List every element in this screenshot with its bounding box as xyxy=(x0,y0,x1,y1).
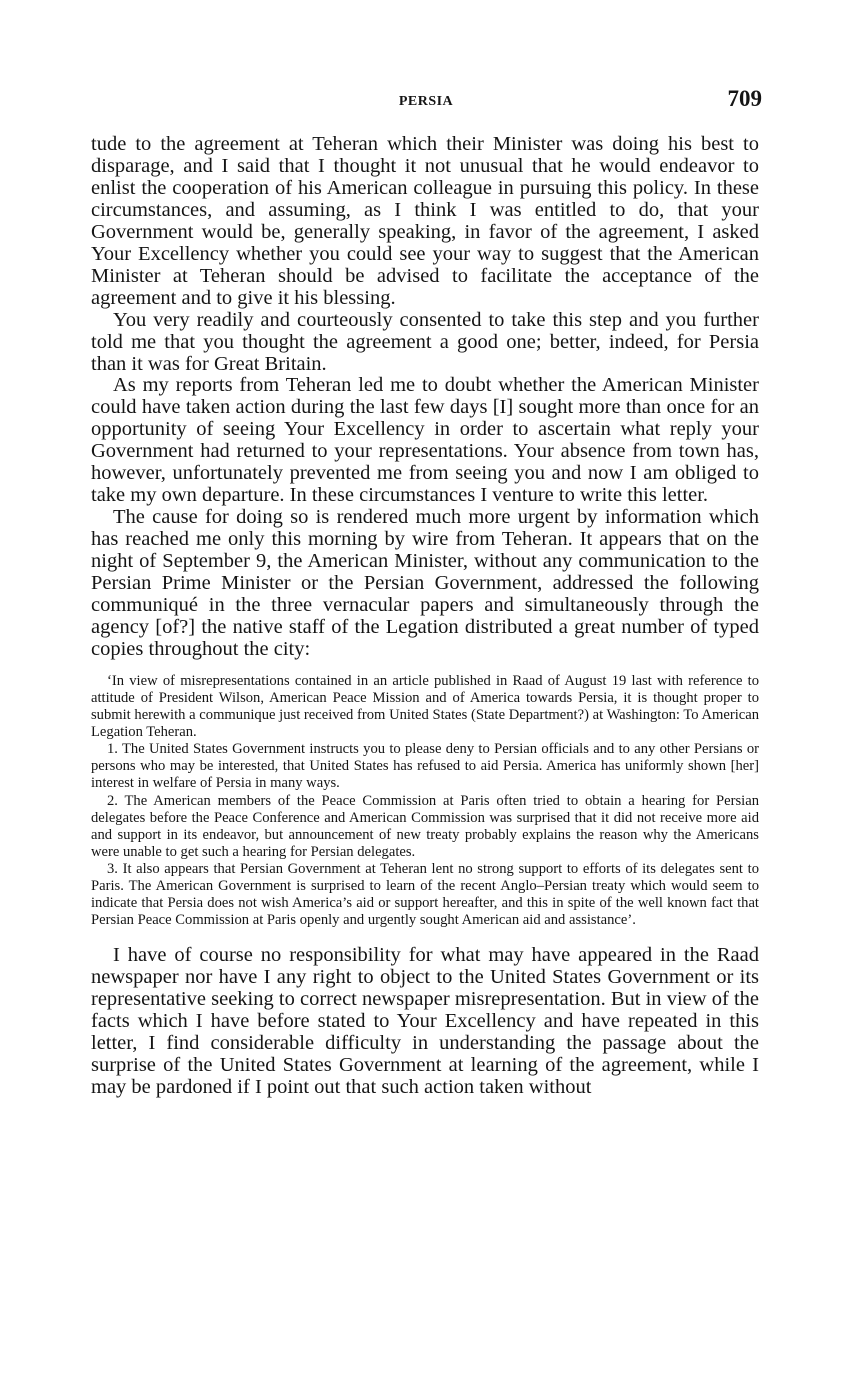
paragraph-continuation: tude to the agreement at Teheran which their Minister was doing his best to disparage, and I said that I thought it not unusual that he would endeavor to enlist the cooperation of his American colleague in pursuing this policy. In these circumstances, and assuming, as I think I was entitled to do, that your Government would be, generally speaking, in favor of the agreement, I asked Your Excellency whether you could see your way to suggest that the American Minister at Teheran should be advised to facilitate the acceptance of the agreement and to give it his blessing. xyxy=(91,133,759,309)
page-header xyxy=(90,86,762,116)
paragraph: The cause for doing so is rendered much more urgent by information which has reached me only this morning by wire from Teheran. It appears that on the night of September 9, the American Minister, without any communication to the Persian Prime Minister or the Persian Government, addressed the following communiqué in the three vernacular papers and simultaneously through the agency [of?] the native staff of the Legation distributed a great number of typed copies throughout the city: xyxy=(91,506,759,660)
running-head: PERSIA xyxy=(398,94,454,109)
document-body xyxy=(91,134,759,1099)
quote-item: 1. The United States Government instructs you to please deny to Persian officials and to any other Persians or persons who may be interested, that United States has refused to aid Persia. America has uniformly shown [her] interest in welfare of Persia in many ways. xyxy=(91,741,759,792)
quote-paragraph: ‘In view of misrepresentations contained in an article published in Raad of August 19 last with reference to attitude of President Wilson, American Peace Mission and of America towards Persia, it is thought proper to submit herewith a communique just received from United States (State Department?) at Washington: To American Legation Teheran. xyxy=(91,672,759,741)
quoted-communique xyxy=(91,673,759,929)
paragraph: You very readily and courteously consented to take this step and you further told me that you thought the agreement a good one; better, indeed, for Persia than it was for Great Britain. xyxy=(91,308,759,375)
paragraph: As my reports from Teheran led me to doubt whether the American Minister could have taken action during the last few days [I] sought more than once for an opportunity of seeing Your Excellency in order to ascertain what reply your Government had returned to your representations. Your absence from town has, however, unfortunately prevented me from seeing you and now I am obliged to take my own departure. In these circumstances I venture to write this letter. xyxy=(91,374,759,507)
paragraph-closing: I have of course no responsibility for what may have appeared in the Raad newspaper nor have I any right to object to the United States Government or its representative seeking to correct newspaper misrepresentation. But in view of the facts which I have before stated to Your Excellency and have repeated in this letter, I find considerable difficulty in understanding the passage about the surprise of the United States Government at learning of the agreement, while I may be pardoned if I point out that such action taken without xyxy=(91,944,759,1098)
page-number: 709 xyxy=(727,86,762,111)
quote-item: 3. It also appears that Persian Government at Teheran lent no strong support to efforts of its delegates sent to Paris. The American Government is surprised to learn of the recent Anglo–Persian treaty which would seem to indicate that Persia does not wish America’s aid or support hereafter, and this in spite of the well known fact that Persian Peace Commission at Paris openly and urgently sought American aid and assistance’. xyxy=(91,860,759,929)
quote-item: 2. The American members of the Peace Commission at Paris often tried to obtain a hearing for Persian delegates before the Peace Conference and American Commission was surprised that it did not receive more aid and support in its endeavor, but announcement of new treaty probably explains the reason why the Americans were unable to get such a hearing for Persian delegates. xyxy=(91,792,759,860)
